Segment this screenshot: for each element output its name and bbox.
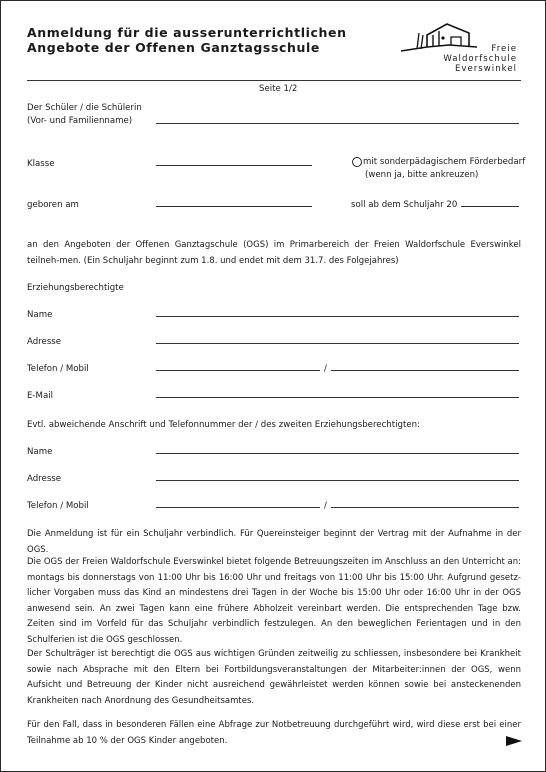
logo-text-line2: Waldorfschule (443, 54, 517, 64)
school-house-logo-icon (399, 21, 479, 55)
second-guardian-name-field[interactable] (156, 453, 519, 454)
header-rule (27, 80, 521, 81)
guardian-name-label: Name (27, 310, 53, 320)
born-field[interactable] (156, 206, 312, 207)
second-guardian-address-field[interactable] (156, 480, 519, 481)
second-guardian-phone-field[interactable] (156, 507, 320, 508)
logo-text-line3: Everswinkel (454, 64, 517, 74)
student-label-1: Der Schüler / die Schülerin (27, 103, 142, 113)
school-year-label: soll ab dem Schuljahr 20 (351, 200, 458, 210)
second-guardian-mobile-field[interactable] (331, 507, 519, 508)
form-title-line1: Anmeldung für die ausserunterrichtlichen (27, 25, 347, 40)
form-title-line2: Angebote der Offenen Ganztagsschule (27, 40, 320, 55)
student-name-field[interactable] (156, 123, 519, 124)
special-needs-checkbox[interactable] (352, 157, 362, 167)
paragraph-closure: Der Schulträger ist berechtigt die OGS aus wichtigen Gründen zeitweilig zu schliessen, insbesondere bei Krankheit sowie nach Absprache mit den Eltern bei Fortbildungsveranstaltungen der Mitarbeiter:innen der OGS, wenn Aufsicht und Betreuung der Kinder nicht ausreichend gewährleistet werden können sowie bei ansteckenenden Krankheiten nach Anordnung des Gesundheitsamtes. (27, 649, 521, 706)
guardian-email-label: E-Mail (27, 391, 53, 401)
logo-text-line1: Freie (491, 44, 517, 54)
second-guardian-phone-separator: / (324, 501, 327, 511)
second-guardian-heading: Evtl. abweichende Anschrift und Telefonnummer der / des zweiten Erziehungsberechtigten: (27, 420, 420, 430)
guardian-phone-field[interactable] (156, 370, 320, 371)
class-field[interactable] (156, 165, 312, 166)
student-label-2: (Vor- und Familienname) (27, 116, 133, 126)
guardian-address-label: Adresse (27, 337, 62, 347)
intro-text: an den Angeboten der Offenen Ganztagschule (OGS) im Primarbereich der Freien Waldorfschule Everswinkel teilneh-men. (Ein Schuljahr beginnt zum 1.8. und endet mit dem 31.7. des Folgejahres) (27, 240, 521, 266)
second-guardian-phone-label: Telefon / Mobil (27, 501, 89, 511)
paragraph-care-times: Die OGS der Freien Waldorfschule Everswinkel bietet folgende Betreuungszeiten im Anschluss an den Unterricht an: montags bis donnerstags von 11:00 Uhr bis 16:00 Uhr und freitags von 11:00 Uhr bis 15:00 Uhr. Aufgrund gesetz-licher Vorgaben muss das Kind an mindestens drei Tagen in der Woche bis 15:00 Uhr oder 16:00 Uhr in der OGS anwesend sein. An zwei Tagen kann eine frühere Abholzeit vereinbart werden. Die entsprechenden Tage bzw. Zeiten sind im Vorfeld für das Schuljahr verbindlich festzulegen. An den beweglichen Ferientagen und in den Schulferien ist die OGS geschlossen. (27, 557, 521, 645)
second-guardian-address-label: Adresse (27, 474, 62, 484)
school-year-field[interactable] (461, 206, 519, 207)
guardian-address-field[interactable] (156, 343, 519, 344)
arrow-right-icon[interactable] (506, 736, 522, 746)
guardian-phone-label: Telefon / Mobil (27, 364, 89, 374)
page-number: Seite 1/2 (259, 84, 298, 94)
born-label: geboren am (27, 200, 79, 210)
special-needs-hint: (wenn ja, bitte ankreuzen) (365, 170, 479, 180)
guardian-name-field[interactable] (156, 316, 519, 317)
guardian-heading: Erziehungsberechtigte (27, 283, 124, 293)
guardian-email-field[interactable] (156, 397, 519, 398)
class-label: Klasse (27, 159, 55, 169)
second-guardian-name-label: Name (27, 447, 53, 457)
guardian-mobile-field[interactable] (331, 370, 519, 371)
guardian-phone-separator: / (324, 364, 327, 374)
paragraph-emergency-care: Für den Fall, dass in besonderen Fällen eine Abfrage zur Notbetreuung durchgeführt wird, wird diese erst bei einer Teilnahme ab 10 % der OGS Kinder angeboten. (27, 720, 521, 746)
special-needs-label: mit sonderpädagischem Förderbedarf (363, 157, 526, 167)
paragraph-binding: Die Anmeldung ist für ein Schuljahr verbindlich. Für Quereinsteiger beginnt der Vertrag mit der Aufnahme in der OGS. (27, 529, 521, 555)
